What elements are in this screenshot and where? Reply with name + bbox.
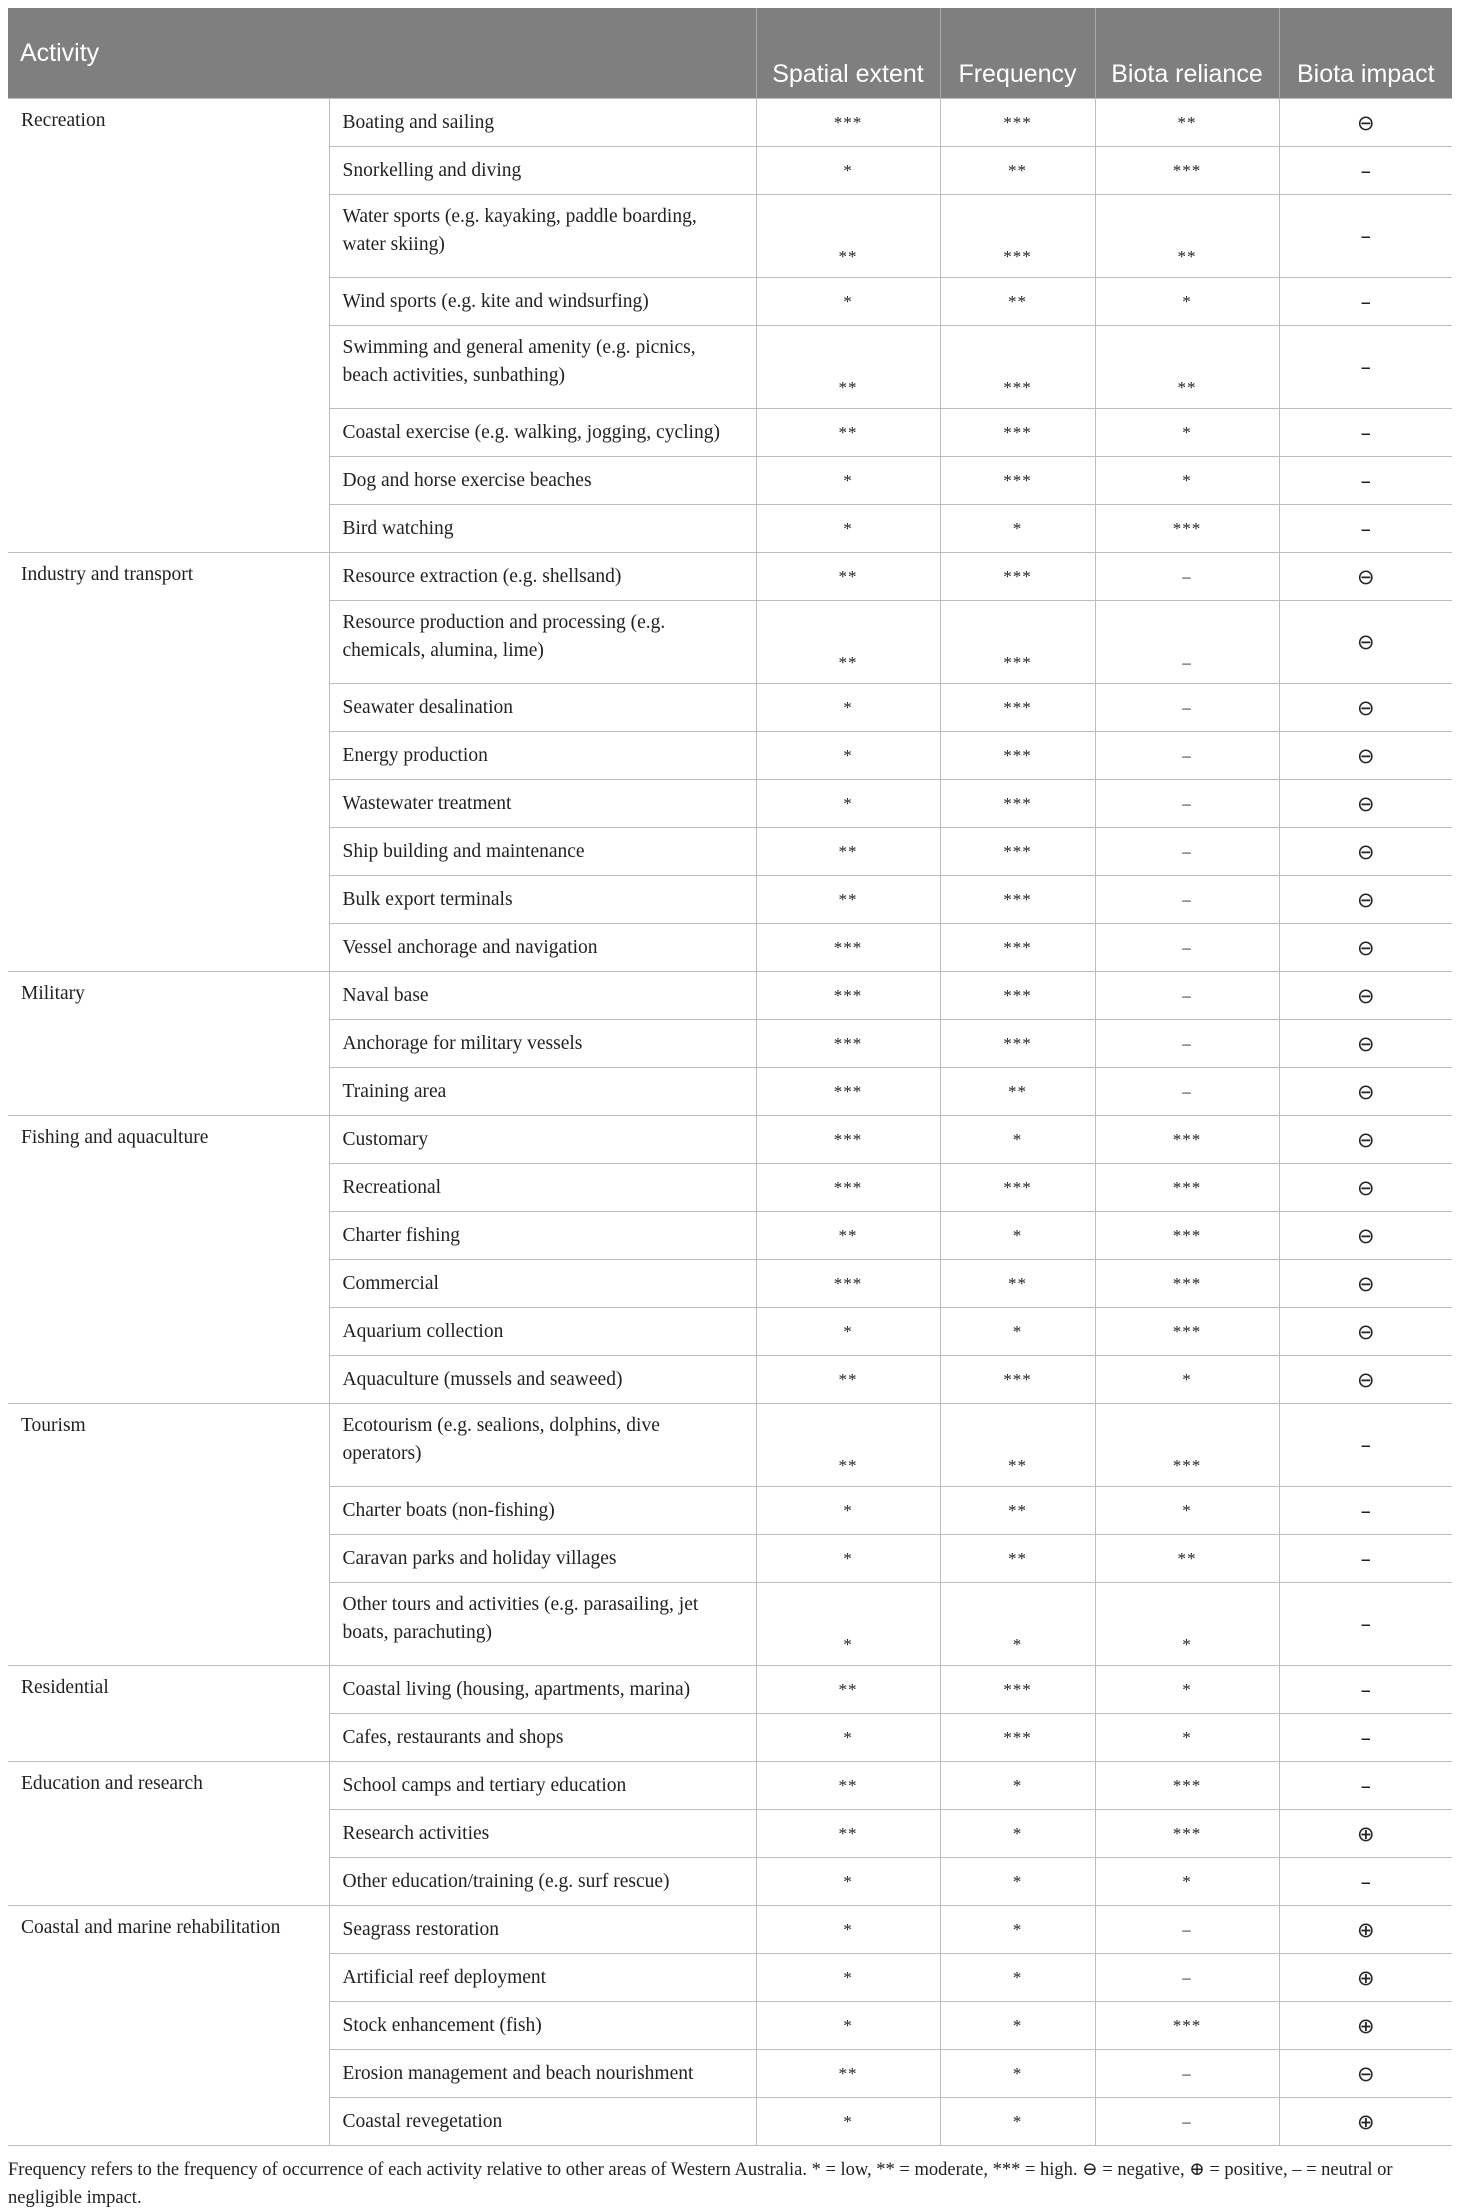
table-footnote: Frequency refers to the frequency of occurrence of each activity relative to other areas of Western Australia. * = low, ** = moderate, *** = high. ⊖ = negative, ⊕ = positive, – = neutral or negligible impact. <box>8 2160 1393 2208</box>
biota-impact-cell: ⊖ <box>1279 732 1452 780</box>
frequency-cell: * <box>940 1762 1095 1810</box>
activity-cell: Bird watching <box>329 505 756 553</box>
spatial-extent-cell: * <box>756 2098 940 2146</box>
biota-reliance-cell: * <box>1095 1356 1279 1404</box>
biota-reliance-cell: *** <box>1095 1404 1279 1487</box>
frequency-cell: ** <box>940 1535 1095 1583</box>
spatial-extent-cell: * <box>756 1858 940 1906</box>
activity-cell: Cafes, restaurants and shops <box>329 1714 756 1762</box>
biota-impact-cell: ⊖ <box>1279 99 1452 147</box>
spatial-extent-cell: ** <box>756 2050 940 2098</box>
biota-impact-cell: ⊖ <box>1279 828 1452 876</box>
spatial-extent-cell: *** <box>756 1116 940 1164</box>
biota-reliance-cell: – <box>1095 2050 1279 2098</box>
spatial-extent-cell: ** <box>756 1404 940 1487</box>
frequency-cell: ** <box>940 1404 1095 1487</box>
table-header <box>8 8 1452 99</box>
biota-reliance-cell: – <box>1095 876 1279 924</box>
spatial-extent-cell: * <box>756 505 940 553</box>
spatial-extent-cell: * <box>756 1714 940 1762</box>
frequency-cell: *** <box>940 601 1095 684</box>
spatial-extent-cell: ** <box>756 1810 940 1858</box>
biota-impact-cell: – <box>1279 1404 1452 1487</box>
spatial-extent-cell: * <box>756 732 940 780</box>
activity-cell: Dog and horse exercise beaches <box>329 457 756 505</box>
spatial-extent-cell: * <box>756 147 940 195</box>
biota-impact-cell: – <box>1279 505 1452 553</box>
biota-reliance-cell: *** <box>1095 1762 1279 1810</box>
activity-cell: Water sports (e.g. kayaking, paddle boarding, water skiing) <box>329 195 756 278</box>
activity-cell: Energy production <box>329 732 756 780</box>
biota-reliance-cell: ** <box>1095 326 1279 409</box>
biota-impact-cell: ⊖ <box>1279 1068 1452 1116</box>
activity-cell: Wind sports (e.g. kite and windsurfing) <box>329 278 756 326</box>
frequency-cell: *** <box>940 326 1095 409</box>
biota-impact-cell: ⊖ <box>1279 924 1452 972</box>
frequency-cell: *** <box>940 924 1095 972</box>
frequency-cell: ** <box>940 147 1095 195</box>
activity-cell: Resource extraction (e.g. shellsand) <box>329 553 756 601</box>
table-row <box>8 1666 1452 1714</box>
category-cell: Tourism <box>8 1404 329 1666</box>
frequency-cell: ** <box>940 278 1095 326</box>
biota-reliance-cell: – <box>1095 684 1279 732</box>
spatial-extent-cell: ** <box>756 876 940 924</box>
category-cell: Coastal and marine rehabilitation <box>8 1906 329 2146</box>
activity-cell: Seawater desalination <box>329 684 756 732</box>
biota-reliance-cell: * <box>1095 457 1279 505</box>
spatial-extent-cell: * <box>756 1954 940 2002</box>
frequency-cell: *** <box>940 195 1095 278</box>
frequency-cell: *** <box>940 876 1095 924</box>
table-body <box>8 99 1452 2146</box>
frequency-cell: * <box>940 505 1095 553</box>
activity-cell: Wastewater treatment <box>329 780 756 828</box>
activity-cell: Anchorage for military vessels <box>329 1020 756 1068</box>
activity-cell: Artificial reef deployment <box>329 1954 756 2002</box>
biota-reliance-cell: * <box>1095 1666 1279 1714</box>
biota-impact-cell: – <box>1279 326 1452 409</box>
frequency-cell: * <box>940 2050 1095 2098</box>
frequency-cell: *** <box>940 99 1095 147</box>
spatial-extent-cell: *** <box>756 1020 940 1068</box>
table-row <box>8 1116 1452 1164</box>
frequency-cell: *** <box>940 1020 1095 1068</box>
spatial-extent-cell: *** <box>756 1068 940 1116</box>
spatial-extent-cell: * <box>756 457 940 505</box>
biota-impact-cell: – <box>1279 1714 1452 1762</box>
header-biota-reliance: Biota reliance <box>1095 8 1279 99</box>
biota-impact-cell: – <box>1279 409 1452 457</box>
activity-cell: Ship building and maintenance <box>329 828 756 876</box>
frequency-cell: * <box>940 1810 1095 1858</box>
biota-reliance-cell: ** <box>1095 1535 1279 1583</box>
biota-reliance-cell: * <box>1095 409 1279 457</box>
biota-impact-cell: ⊕ <box>1279 2002 1452 2050</box>
biota-reliance-cell: *** <box>1095 1212 1279 1260</box>
biota-impact-cell: ⊖ <box>1279 780 1452 828</box>
frequency-cell: *** <box>940 1666 1095 1714</box>
activity-cell: Boating and sailing <box>329 99 756 147</box>
biota-impact-cell: ⊖ <box>1279 1020 1452 1068</box>
biota-impact-cell: ⊖ <box>1279 1260 1452 1308</box>
table-container <box>8 8 1452 2212</box>
activity-cell: Charter fishing <box>329 1212 756 1260</box>
activity-cell: Charter boats (non-fishing) <box>329 1487 756 1535</box>
spatial-extent-cell: * <box>756 684 940 732</box>
category-cell: Industry and transport <box>8 553 329 972</box>
biota-reliance-cell: – <box>1095 1906 1279 1954</box>
spatial-extent-cell: * <box>756 1906 940 1954</box>
biota-reliance-cell: ** <box>1095 195 1279 278</box>
spatial-extent-cell: ** <box>756 601 940 684</box>
spatial-extent-cell: *** <box>756 1164 940 1212</box>
biota-impact-cell: – <box>1279 147 1452 195</box>
biota-impact-cell: ⊖ <box>1279 601 1452 684</box>
category-cell: Residential <box>8 1666 329 1762</box>
frequency-cell: ** <box>940 1260 1095 1308</box>
spatial-extent-cell: *** <box>756 99 940 147</box>
category-cell: Education and research <box>8 1762 329 1906</box>
category-cell: Fishing and aquaculture <box>8 1116 329 1404</box>
biota-impact-cell: – <box>1279 1762 1452 1810</box>
biota-reliance-cell: – <box>1095 732 1279 780</box>
header-activity: Activity <box>8 8 756 99</box>
header-biota-impact: Biota impact <box>1279 8 1452 99</box>
biota-reliance-cell: *** <box>1095 1308 1279 1356</box>
frequency-cell: * <box>940 2002 1095 2050</box>
biota-reliance-cell: *** <box>1095 1810 1279 1858</box>
spatial-extent-cell: * <box>756 2002 940 2050</box>
table-row <box>8 99 1452 147</box>
activity-table <box>8 8 1452 2146</box>
biota-impact-cell: ⊖ <box>1279 553 1452 601</box>
spatial-extent-cell: * <box>756 278 940 326</box>
biota-impact-cell: ⊖ <box>1279 972 1452 1020</box>
frequency-cell: * <box>940 1116 1095 1164</box>
spatial-extent-cell: ** <box>756 1212 940 1260</box>
activity-cell: Research activities <box>329 1810 756 1858</box>
biota-impact-cell: – <box>1279 457 1452 505</box>
biota-reliance-cell: – <box>1095 1954 1279 2002</box>
frequency-cell: *** <box>940 780 1095 828</box>
frequency-cell: *** <box>940 972 1095 1020</box>
spatial-extent-cell: ** <box>756 1356 940 1404</box>
activity-cell: Coastal living (housing, apartments, marina) <box>329 1666 756 1714</box>
spatial-extent-cell: ** <box>756 326 940 409</box>
header-spatial-extent: Spatial extent <box>756 8 940 99</box>
biota-impact-cell: ⊖ <box>1279 684 1452 732</box>
biota-impact-cell: ⊖ <box>1279 1212 1452 1260</box>
biota-reliance-cell: *** <box>1095 147 1279 195</box>
table-row <box>8 553 1452 601</box>
biota-reliance-cell: *** <box>1095 505 1279 553</box>
category-cell: Recreation <box>8 99 329 553</box>
biota-reliance-cell: * <box>1095 1583 1279 1666</box>
activity-cell: Other education/training (e.g. surf rescue) <box>329 1858 756 1906</box>
frequency-cell: *** <box>940 409 1095 457</box>
category-cell: Military <box>8 972 329 1116</box>
frequency-cell: *** <box>940 828 1095 876</box>
activity-cell: Bulk export terminals <box>329 876 756 924</box>
spatial-extent-cell: ** <box>756 195 940 278</box>
activity-cell: Vessel anchorage and navigation <box>329 924 756 972</box>
spatial-extent-cell: *** <box>756 924 940 972</box>
header-frequency: Frequency <box>940 8 1095 99</box>
frequency-cell: *** <box>940 553 1095 601</box>
spatial-extent-cell: * <box>756 1487 940 1535</box>
biota-reliance-cell: – <box>1095 1068 1279 1116</box>
activity-cell: Training area <box>329 1068 756 1116</box>
activity-cell: Commercial <box>329 1260 756 1308</box>
activity-cell: Customary <box>329 1116 756 1164</box>
biota-reliance-cell: ** <box>1095 99 1279 147</box>
table-row <box>8 1404 1452 1487</box>
biota-impact-cell: – <box>1279 1487 1452 1535</box>
spatial-extent-cell: * <box>756 780 940 828</box>
biota-reliance-cell: *** <box>1095 1260 1279 1308</box>
biota-reliance-cell: – <box>1095 1020 1279 1068</box>
frequency-cell: * <box>940 1212 1095 1260</box>
spatial-extent-cell: ** <box>756 553 940 601</box>
frequency-cell: *** <box>940 732 1095 780</box>
frequency-cell: *** <box>940 1164 1095 1212</box>
biota-reliance-cell: – <box>1095 2098 1279 2146</box>
activity-cell: Recreational <box>329 1164 756 1212</box>
biota-reliance-cell: – <box>1095 924 1279 972</box>
frequency-cell: * <box>940 1906 1095 1954</box>
biota-impact-cell: ⊖ <box>1279 1164 1452 1212</box>
activity-cell: Coastal revegetation <box>329 2098 756 2146</box>
biota-reliance-cell: *** <box>1095 1164 1279 1212</box>
biota-impact-cell: ⊕ <box>1279 1954 1452 2002</box>
biota-reliance-cell: – <box>1095 828 1279 876</box>
biota-impact-cell: ⊖ <box>1279 1356 1452 1404</box>
frequency-cell: *** <box>940 684 1095 732</box>
biota-reliance-cell: – <box>1095 780 1279 828</box>
activity-cell: Other tours and activities (e.g. parasailing, jet boats, parachuting) <box>329 1583 756 1666</box>
biota-impact-cell: – <box>1279 195 1452 278</box>
biota-reliance-cell: * <box>1095 1714 1279 1762</box>
biota-reliance-cell: – <box>1095 972 1279 1020</box>
biota-impact-cell: ⊕ <box>1279 1906 1452 1954</box>
biota-impact-cell: ⊖ <box>1279 1308 1452 1356</box>
biota-reliance-cell: * <box>1095 1858 1279 1906</box>
frequency-cell: * <box>940 2098 1095 2146</box>
activity-cell: Seagrass restoration <box>329 1906 756 1954</box>
table-row <box>8 972 1452 1020</box>
activity-cell: Resource production and processing (e.g. chemicals, alumina, lime) <box>329 601 756 684</box>
frequency-cell: * <box>940 1954 1095 2002</box>
biota-impact-cell: – <box>1279 278 1452 326</box>
activity-cell: School camps and tertiary education <box>329 1762 756 1810</box>
frequency-cell: *** <box>940 1714 1095 1762</box>
table-row <box>8 1762 1452 1810</box>
frequency-cell: ** <box>940 1487 1095 1535</box>
activity-cell: Erosion management and beach nourishment <box>329 2050 756 2098</box>
spatial-extent-cell: ** <box>756 828 940 876</box>
spatial-extent-cell: ** <box>756 1762 940 1810</box>
activity-cell: Swimming and general amenity (e.g. picnics, beach activities, sunbathing) <box>329 326 756 409</box>
activity-cell: Aquaculture (mussels and seaweed) <box>329 1356 756 1404</box>
biota-impact-cell: – <box>1279 1535 1452 1583</box>
table-row <box>8 1906 1452 1954</box>
biota-reliance-cell: * <box>1095 278 1279 326</box>
biota-impact-cell: ⊕ <box>1279 2098 1452 2146</box>
spatial-extent-cell: * <box>756 1535 940 1583</box>
activity-cell: Caravan parks and holiday villages <box>329 1535 756 1583</box>
biota-reliance-cell: *** <box>1095 1116 1279 1164</box>
biota-impact-cell: ⊖ <box>1279 2050 1452 2098</box>
biota-reliance-cell: – <box>1095 601 1279 684</box>
spatial-extent-cell: *** <box>756 1260 940 1308</box>
biota-reliance-cell: * <box>1095 1487 1279 1535</box>
frequency-cell: *** <box>940 1356 1095 1404</box>
biota-reliance-cell: – <box>1095 553 1279 601</box>
frequency-cell: * <box>940 1308 1095 1356</box>
frequency-cell: *** <box>940 457 1095 505</box>
biota-impact-cell: ⊖ <box>1279 876 1452 924</box>
biota-impact-cell: – <box>1279 1583 1452 1666</box>
activity-cell: Stock enhancement (fish) <box>329 2002 756 2050</box>
frequency-cell: * <box>940 1858 1095 1906</box>
activity-cell: Naval base <box>329 972 756 1020</box>
frequency-cell: ** <box>940 1068 1095 1116</box>
spatial-extent-cell: *** <box>756 972 940 1020</box>
biota-impact-cell: ⊕ <box>1279 1810 1452 1858</box>
activity-cell: Aquarium collection <box>329 1308 756 1356</box>
biota-impact-cell: – <box>1279 1858 1452 1906</box>
spatial-extent-cell: ** <box>756 409 940 457</box>
activity-cell: Coastal exercise (e.g. walking, jogging, cycling) <box>329 409 756 457</box>
activity-cell: Snorkelling and diving <box>329 147 756 195</box>
biota-reliance-cell: *** <box>1095 2002 1279 2050</box>
spatial-extent-cell: * <box>756 1583 940 1666</box>
spatial-extent-cell: * <box>756 1308 940 1356</box>
activity-cell: Ecotourism (e.g. sealions, dolphins, dive operators) <box>329 1404 756 1487</box>
biota-impact-cell: ⊖ <box>1279 1116 1452 1164</box>
biota-impact-cell: – <box>1279 1666 1452 1714</box>
frequency-cell: * <box>940 1583 1095 1666</box>
spatial-extent-cell: ** <box>756 1666 940 1714</box>
